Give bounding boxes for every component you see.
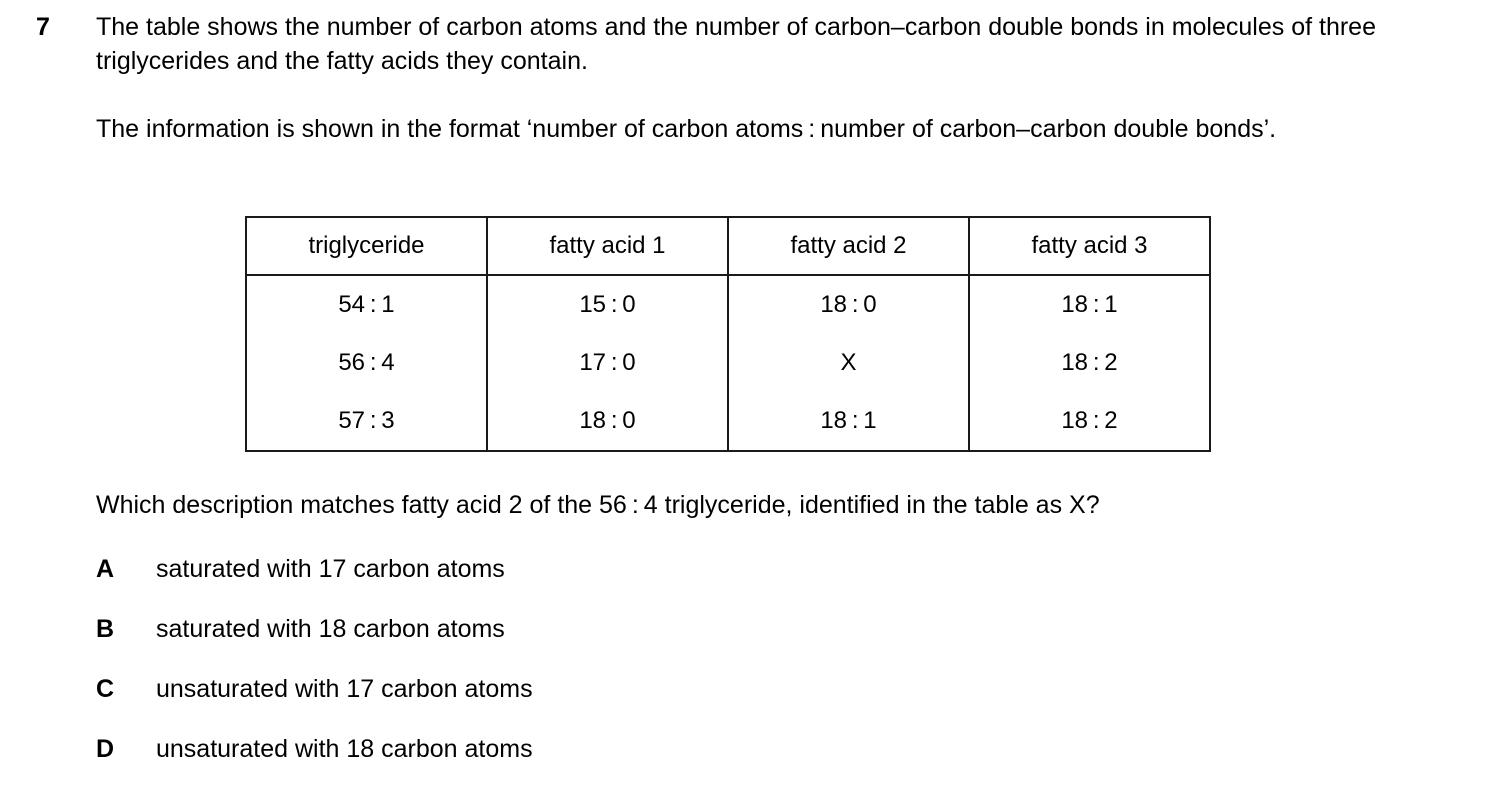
intro-line-2: molecules of three triglycerides and the fatty acids they contain. (96, 13, 1376, 75)
table-row (246, 334, 1210, 392)
cell-fatty-acid-1: 17 : 0 (487, 334, 728, 392)
option-letter-d: D (96, 735, 115, 763)
cell-triglyceride: 56 : 4 (246, 334, 487, 392)
cell-fatty-acid-2: 18 : 0 (728, 275, 969, 334)
option-d[interactable] (96, 732, 1296, 792)
format-line-2: double bonds’. (1113, 115, 1277, 143)
cell-fatty-acid-1: 15 : 0 (487, 275, 728, 334)
format-line-1: The information is shown in the format ‘number of carbon atoms : number of carbon–carbon (96, 115, 1107, 143)
cell-fatty-acid-3: 18 : 2 (969, 334, 1210, 392)
table-header (246, 217, 1210, 275)
table-body (246, 275, 1210, 451)
table-row (246, 392, 1210, 451)
option-text-d: unsaturated with 18 carbon atoms (156, 735, 533, 763)
column-header-triglyceride: triglyceride (246, 217, 487, 275)
option-a[interactable] (96, 552, 1296, 612)
question-stem: Which description matches fatty acid 2 of the 56 : 4 triglyceride, identified in the table as X? (96, 491, 1100, 519)
column-header-fatty-acid-3: fatty acid 3 (969, 217, 1210, 275)
question-number: 7 (36, 13, 50, 41)
column-header-fatty-acid-1: fatty acid 1 (487, 217, 728, 275)
triglyceride-table (245, 216, 1211, 452)
intro-line-1: The table shows the number of carbon atoms and the number of carbon–carbon double bonds in (96, 13, 1165, 41)
cell-fatty-acid-1: 18 : 0 (487, 392, 728, 451)
question-format-paragraph (96, 112, 1426, 146)
option-c[interactable] (96, 672, 1296, 732)
column-header-fatty-acid-2: fatty acid 2 (728, 217, 969, 275)
table-header-row (246, 217, 1210, 275)
option-letter-b: B (96, 615, 115, 643)
cell-fatty-acid-3: 18 : 1 (969, 275, 1210, 334)
question-body (96, 10, 1426, 146)
table-row (246, 275, 1210, 334)
cell-fatty-acid-2: 18 : 1 (728, 392, 969, 451)
option-text-c: unsaturated with 17 carbon atoms (156, 675, 533, 703)
cell-triglyceride: 57 : 3 (246, 392, 487, 451)
option-letter-c: C (96, 675, 115, 703)
cell-fatty-acid-2: X (728, 334, 969, 392)
triglyceride-table-wrapper (245, 216, 1211, 452)
answer-options (96, 552, 1296, 792)
option-text-b: saturated with 18 carbon atoms (156, 615, 505, 643)
cell-fatty-acid-3: 18 : 2 (969, 392, 1210, 451)
question-intro-paragraph (96, 10, 1426, 78)
cell-triglyceride: 54 : 1 (246, 275, 487, 334)
option-letter-a: A (96, 555, 115, 583)
option-text-a: saturated with 17 carbon atoms (156, 555, 505, 583)
option-b[interactable] (96, 612, 1296, 672)
